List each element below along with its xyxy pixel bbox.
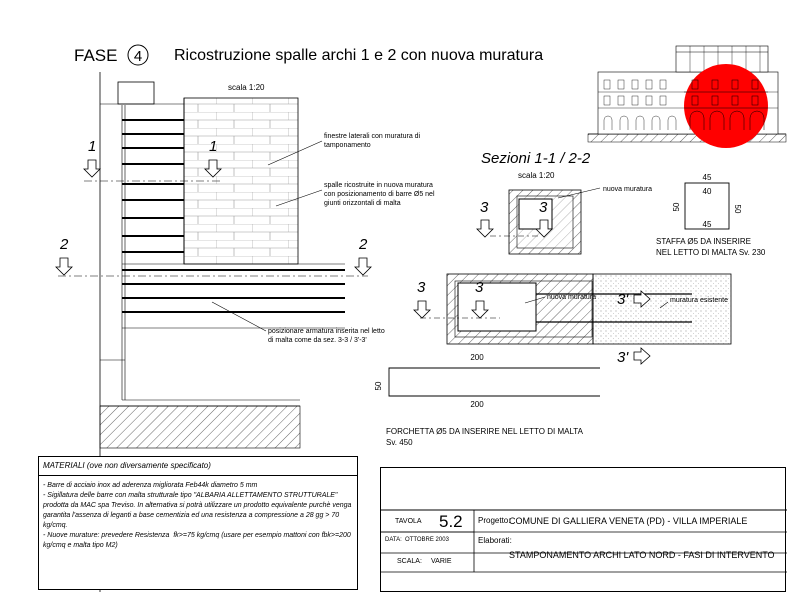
ground-hatch: [100, 406, 300, 448]
section-small: [490, 190, 581, 254]
stirrup-dim-inner-top: 40: [702, 187, 712, 196]
stirrup-dim-top: 45: [702, 173, 712, 182]
phase-label: FASE: [74, 46, 118, 65]
stirrup-caption-1: STAFFA Ø5 DA INSERIRE: [656, 237, 751, 246]
tavola-label: TAVOLA: [395, 518, 422, 525]
note-windows-line-2: tamponamento: [324, 142, 371, 149]
stirrup-dim-left: 50: [672, 202, 681, 212]
sections-title: Sezioni 1-1 / 2-2: [481, 150, 591, 167]
data-value: OTTOBRE 2003: [405, 537, 449, 543]
note-rebar-line-1: posizionare armatura inserita nel letto: [268, 328, 385, 335]
materials-line: garantita l'assenza di leganti a base cementizia ed una resistenza a compressione a 28 gg > 70: [43, 512, 340, 519]
cut-marker-2-left: [56, 236, 72, 275]
fork-dim-top: 200: [470, 353, 484, 362]
materials-line: - Nuove murature: prevedere Resistenza fk>=75 kg/cmq (usare per esempio mattoni con fbk>=200: [43, 532, 351, 539]
note-piers-line-2: con posizionamento di barre Ø5 nel: [324, 191, 435, 198]
fork-caption-2: Sv. 450: [386, 438, 413, 447]
tavola-value: 5.2: [439, 512, 463, 531]
materials-body: [43, 481, 355, 551]
cut-arrow-3-c: [414, 301, 430, 318]
cut-label-3p-b: 3': [617, 349, 629, 366]
materials-line: prodotta da MAC spa Treviso. In alternativa si potrà utilizzare un prodotto equivalente purchè venga: [43, 502, 352, 509]
sections-scale: scala 1:20: [518, 171, 555, 180]
materials-line: kg/cmq e malta tipo M2): [43, 542, 118, 549]
section-large: [420, 274, 731, 344]
note-piers-line-3: giunti orizzontali di malta: [324, 200, 401, 207]
cut-label-3-c: 3: [417, 279, 426, 296]
fork-shape: [389, 368, 600, 396]
fork-dim-side: 50: [374, 381, 383, 391]
cut-label-1-left: 1: [88, 138, 97, 155]
cut-label-3-b: 3: [539, 199, 548, 216]
note-piers-line-1: spalle ricostruite in nuova muratura: [324, 182, 433, 189]
elaborati-value: STAMPONAMENTO ARCHI LATO NORD - FASI DI INTERVENTO: [509, 550, 775, 560]
note-existing-masonry: muratura esistente: [670, 297, 728, 304]
cut-label-2-left: 2: [60, 236, 69, 253]
note-rebar: [212, 302, 385, 344]
stirrup-diagram: [656, 173, 766, 257]
cut-label-3-a: 3: [480, 199, 489, 216]
fork-dim-bottom: 200: [470, 400, 484, 409]
elaborati-label: Elaborati:: [478, 536, 512, 545]
materials-title: MATERIALI (ove non diversamente specificato): [43, 461, 211, 470]
scala-label: SCALA:: [397, 558, 422, 565]
cut-marker-2-right: [355, 236, 371, 275]
title-block: [380, 467, 786, 592]
progetto-label: Progetto:: [478, 516, 511, 525]
key-plan-building: [588, 46, 786, 148]
fork-diagram: [374, 353, 600, 447]
cut-arrow-2-left: [56, 258, 72, 275]
fork-caption-1: FORCHETTA Ø5 DA INSERIRE NEL LETTO DI MALTA: [386, 427, 583, 436]
stirrup-dim-right: 50: [733, 204, 742, 214]
materials-box: [38, 456, 358, 590]
note-rebar-line-2: di malta come da sez. 3-3 / 3'-3': [268, 337, 367, 344]
cut-arrow-3p-b: [634, 348, 650, 364]
cut-arrow-3-a: [477, 220, 493, 237]
scala-value: VARIE: [431, 558, 452, 565]
note-new-masonry-2: nuova muratura: [547, 294, 597, 301]
cut-marker-1-left: [84, 138, 100, 177]
page-title: Ricostruzione spalle archi 1 e 2 con nuova muratura: [174, 47, 544, 64]
cut-label-3p-a: 3': [617, 291, 629, 308]
cut-arrow-2-right: [355, 258, 371, 275]
progetto-value: COMUNE DI GALLIERA VENETA (PD) - VILLA IMPERIALE: [509, 516, 748, 526]
cut-label-1-right: 1: [209, 138, 218, 155]
stirrup-dim-bottom: 45: [702, 220, 712, 229]
cut-label-2-right: 2: [359, 236, 368, 253]
cut-label-3-d: 3: [475, 279, 484, 296]
materials-line: - Sigillatura delle barre con malta strutturale tipo "ALBARIA ALLETTAMENTO STRUTTURALE": [43, 492, 338, 499]
materials-divider: [39, 475, 357, 476]
highlight-circle: [684, 64, 768, 148]
cut-arrow-1-left: [84, 160, 100, 177]
window-head: [118, 82, 154, 104]
data-label: DATA:: [385, 537, 402, 543]
elevation-scale: scala 1:20: [228, 83, 265, 92]
note-new-masonry: nuova muratura: [603, 186, 653, 193]
note-piers: [276, 182, 435, 207]
note-windows-line-1: finestre laterali con muratura di: [324, 133, 421, 140]
stirrup-caption-2: NEL LETTO DI MALTA Sv. 230: [656, 248, 766, 257]
materials-line: - Barre di acciaio inox ad aderenza migliorata Feb44k diametro 5 mm: [43, 482, 258, 489]
materials-line: kg/cmq.: [43, 522, 68, 529]
phase-number: 4: [133, 48, 143, 65]
